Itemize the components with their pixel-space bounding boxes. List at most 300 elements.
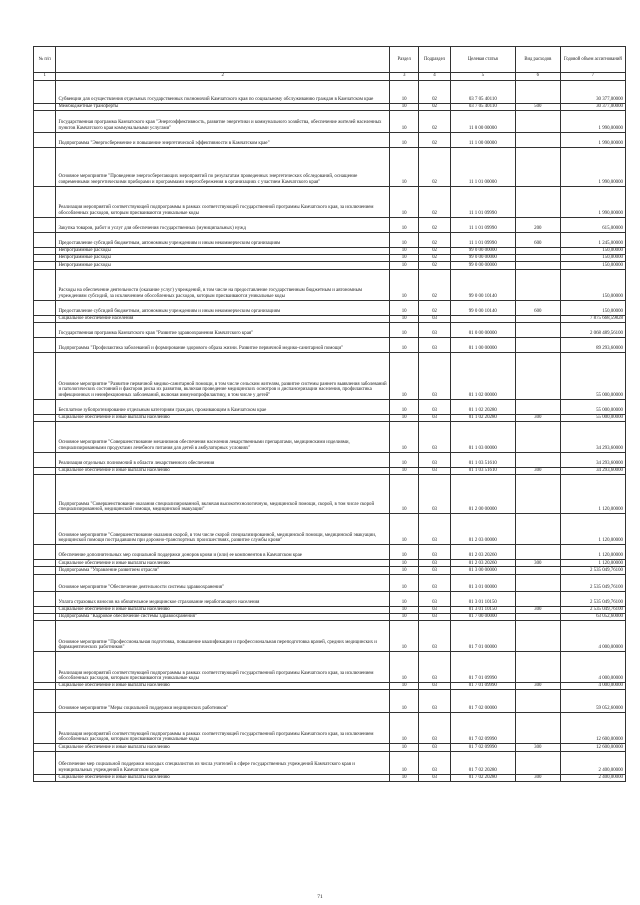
row-name: Обеспечение мер социальной поддержки молодых специалистов из числа учителей в сфере государственных учреждений Камчатского края и муниципальных учреждений в Камчатском крае [56, 751, 390, 774]
table-row [34, 690, 626, 713]
row-number [34, 110, 56, 132]
row-subsection: 03 [419, 315, 450, 322]
row-target-article: 01 1 02 20280 [450, 414, 515, 421]
row-target-article: 01 1 03 00000 [450, 422, 515, 453]
row-subsection: 02 [419, 147, 450, 186]
row-subsection: 03 [419, 606, 450, 613]
row-amount: 2 535 049,76100 [560, 606, 625, 613]
row-expense-type [515, 352, 560, 399]
column-index-row [34, 73, 626, 81]
row-expense-type [515, 255, 560, 262]
row-subsection: 03 [419, 337, 450, 352]
row-number [34, 774, 56, 781]
table-row [34, 774, 626, 781]
row-subsection: 03 [419, 453, 450, 468]
row-target-article: 11 1 01 09990 [450, 186, 515, 217]
row-expense-type [515, 713, 560, 744]
row-subsection: 03 [419, 574, 450, 591]
row-amount: 4 000,00000 [560, 621, 625, 652]
row-target-article: 99 0 00 00000 [450, 262, 515, 269]
row-target-article: 01 1 00 00000 [450, 337, 515, 352]
row-name: Основное мероприятие "Развитие первичной медико-санитарной помощи, в том числе сельским жителям, развитие системы раннего выявления заболеваний и патологических состояний и факторов риска их развития, включая проведение медицинских осмотров и диспансеризации населения, профилактика инфекционных и неинфекционных заболеваний, включая иммунопрофилактику, в том числе у детей" [56, 352, 390, 399]
row-section: 10 [390, 80, 419, 103]
row-name: Непрограммные расходы [56, 247, 390, 254]
header-annual-amount: Годовой объем ассигнований [560, 47, 625, 73]
row-expense-type [515, 545, 560, 560]
row-section: 10 [390, 337, 419, 352]
row-amount: 30 377,00000 [560, 103, 625, 110]
row-target-article: 01 7 02 09990 [450, 713, 515, 744]
row-section: 10 [390, 132, 419, 147]
row-amount: 150,00000 [560, 262, 625, 269]
row-target-article: 01 7 01 00000 [450, 621, 515, 652]
table-row [34, 591, 626, 606]
table-row [34, 613, 626, 620]
row-name: Социальное обеспечение и иные выплаты населению [56, 683, 390, 690]
row-amount: 150,00000 [560, 300, 625, 315]
row-subsection: 02 [419, 232, 450, 247]
row-section: 10 [390, 713, 419, 744]
row-amount: 150,00000 [560, 247, 625, 254]
row-number [34, 186, 56, 217]
row-subsection: 03 [419, 475, 450, 514]
table-row [34, 315, 626, 322]
header-num: № п/п [34, 47, 56, 73]
row-section: 10 [390, 613, 419, 620]
row-target-article: 01 3 01 10150 [450, 606, 515, 613]
row-expense-type [515, 475, 560, 514]
row-subsection: 02 [419, 103, 450, 110]
row-expense-type: 300 [515, 683, 560, 690]
row-expense-type [515, 453, 560, 468]
column-index: 7 [560, 73, 625, 81]
row-section: 10 [390, 186, 419, 217]
table-row [34, 560, 626, 567]
row-name: Основное мероприятие "Проведение энергосберегающих мероприятий по результатам проведенных энергетических обследований, оснащение современными энергетическими приборами и программами энергосбережения в организациях с участием Камчатского края" [56, 147, 390, 186]
row-amount: 12 600,00000 [560, 713, 625, 744]
row-subsection: 03 [419, 399, 450, 414]
row-name: Государственная программа Камчатского края "Развитие здравоохранения Камчатского края" [56, 322, 390, 337]
row-subsection: 03 [419, 713, 450, 744]
row-amount: 1 245,00000 [560, 232, 625, 247]
row-number [34, 399, 56, 414]
row-section: 10 [390, 560, 419, 567]
table-row [34, 322, 626, 337]
row-number [34, 713, 56, 744]
table-row [34, 453, 626, 468]
row-section: 10 [390, 591, 419, 606]
row-section: 10 [390, 262, 419, 269]
row-target-article: 01 7 02 09990 [450, 744, 515, 751]
header-subsection: Подраздел [419, 47, 450, 73]
row-target-article: 03 7 05 40110 [450, 80, 515, 103]
row-amount: 63 052,60000 [560, 613, 625, 620]
row-amount: 1 120,00000 [560, 514, 625, 545]
row-target-article: 11 1 01 09990 [450, 217, 515, 232]
row-subsection: 03 [419, 683, 450, 690]
row-target-article: 01 2 03 20260 [450, 545, 515, 560]
header-expense-type: Вид расходов [515, 47, 560, 73]
row-number [34, 147, 56, 186]
row-number [34, 613, 56, 620]
row-section: 10 [390, 774, 419, 781]
row-number [34, 652, 56, 683]
row-section: 10 [390, 103, 419, 110]
row-subsection: 02 [419, 262, 450, 269]
row-expense-type: 300 [515, 744, 560, 751]
row-amount: 1 990,00000 [560, 110, 625, 132]
row-amount: 55 000,00000 [560, 399, 625, 414]
row-name: Основное мероприятие "Обеспечение деятельности системы здравоохранения" [56, 574, 390, 591]
row-name: Основное мероприятие "Совершенствование оказания скорой, в том числе скорой специализированной, медицинской помощи, медицинской эвакуации, медицинской помощи пострадавшим при дорожно-транспортных происшествиях, развитие службы крови" [56, 514, 390, 545]
row-section: 10 [390, 468, 419, 475]
row-number [34, 315, 56, 322]
table-body [34, 80, 626, 781]
row-expense-type [515, 132, 560, 147]
row-number [34, 683, 56, 690]
row-target-article: 01 1 02 00000 [450, 352, 515, 399]
row-section: 10 [390, 414, 419, 421]
table-row [34, 80, 626, 103]
row-target-article: 01 7 02 20280 [450, 774, 515, 781]
row-amount: 89 293,60000 [560, 337, 625, 352]
row-amount: 2 535 049,76100 [560, 574, 625, 591]
row-amount: 150,00000 [560, 269, 625, 300]
table-row [34, 606, 626, 613]
row-amount: 2 400,00000 [560, 751, 625, 774]
column-index: 6 [515, 73, 560, 81]
row-expense-type [515, 591, 560, 606]
row-amount: 1 120,00000 [560, 545, 625, 560]
row-expense-type [515, 262, 560, 269]
row-amount: 1 990,00000 [560, 132, 625, 147]
column-index: 5 [450, 73, 515, 81]
table-row [34, 269, 626, 300]
table-row [34, 574, 626, 591]
row-name: Подпрограмма "Управление развитием отрасли" [56, 567, 390, 574]
column-index: 3 [390, 73, 419, 81]
row-number [34, 232, 56, 247]
row-number [34, 545, 56, 560]
row-number [34, 751, 56, 774]
row-name: Государственная программа Камчатского края "Энергоэффективность, развитие энергетики и коммунального хозяйства, обеспечение жителей населенных пунктов Камчатского края коммунальными услугами" [56, 110, 390, 132]
row-target-article: 01 7 01 09990 [450, 683, 515, 690]
row-target-article: 01 1 03 51610 [450, 453, 515, 468]
row-expense-type: 300 [515, 468, 560, 475]
row-amount: 1 120,00000 [560, 560, 625, 567]
row-amount: 34 293,60000 [560, 453, 625, 468]
table-row [34, 132, 626, 147]
row-expense-type: 200 [515, 217, 560, 232]
row-expense-type [515, 690, 560, 713]
row-target-article: 01 7 00 00000 [450, 613, 515, 620]
row-expense-type: 600 [515, 232, 560, 247]
row-subsection: 02 [419, 186, 450, 217]
row-section: 10 [390, 399, 419, 414]
header-section: Раздел [390, 47, 419, 73]
row-name: Реализация мероприятий соответствующей подпрограммы в рамках соответствующей государственной программы Камчатского края, за исключением обособленных расходов, которым присваиваются уникальные коды [56, 652, 390, 683]
row-amount: 4 000,00000 [560, 683, 625, 690]
row-name: Закупка товаров, работ и услуг для обеспечения государственных (муниципальных) нужд [56, 217, 390, 232]
row-amount: 59 052,60000 [560, 690, 625, 713]
table-row [34, 300, 626, 315]
row-target-article: 01 2 00 00000 [450, 475, 515, 514]
row-number [34, 262, 56, 269]
row-amount: 12 600,00000 [560, 744, 625, 751]
row-name: Подпрограмма "Профилактика заболеваний и формирование здорового образа жизни. Развитие первичной медико-санитарной помощи" [56, 337, 390, 352]
table-row [34, 683, 626, 690]
row-subsection: 02 [419, 80, 450, 103]
row-name: Социальное обеспечение и иные выплаты населению [56, 606, 390, 613]
row-section: 10 [390, 110, 419, 132]
table-row [34, 713, 626, 744]
row-target-article: 99 0 00 00000 [450, 255, 515, 262]
table-row [34, 475, 626, 514]
row-subsection: 03 [419, 422, 450, 453]
row-subsection: 03 [419, 613, 450, 620]
row-amount: 2 535 049,76100 [560, 567, 625, 574]
row-section: 10 [390, 606, 419, 613]
row-section: 10 [390, 247, 419, 254]
table-row [34, 744, 626, 751]
header-name [56, 47, 390, 73]
row-number [34, 606, 56, 613]
row-name: Непрограммные расходы [56, 262, 390, 269]
row-target-article: 03 7 05 40110 [450, 103, 515, 110]
row-name: Социальное обеспечение и иные выплаты населению [56, 744, 390, 751]
row-amount: 7 875 668,59828 [560, 315, 625, 322]
row-target-article: 01 1 03 51610 [450, 468, 515, 475]
row-number [34, 475, 56, 514]
row-number [34, 247, 56, 254]
row-section: 10 [390, 147, 419, 186]
row-section: 10 [390, 574, 419, 591]
page-number: 71 [317, 894, 323, 900]
row-subsection: 03 [419, 514, 450, 545]
row-number [34, 352, 56, 399]
row-target-article: 01 7 02 20280 [450, 751, 515, 774]
table-row [34, 255, 626, 262]
header-target-article: Целевая статья [450, 47, 515, 73]
row-subsection: 03 [419, 414, 450, 421]
table-row [34, 232, 626, 247]
row-number [34, 422, 56, 453]
row-section: 10 [390, 315, 419, 322]
row-amount: 615,00000 [560, 217, 625, 232]
row-expense-type: 300 [515, 606, 560, 613]
row-name: Межбюджетные трансферты [56, 103, 390, 110]
row-amount: 34 293,60000 [560, 468, 625, 475]
row-subsection: 02 [419, 217, 450, 232]
row-number [34, 744, 56, 751]
row-name: Реализация отдельных полномочий в области лекарственного обеспечения [56, 453, 390, 468]
row-name: Основное мероприятие "Профессиональная подготовка, повышение квалификации и профессиональная переподготовка врачей, средних медицинских и фармацевтических работников" [56, 621, 390, 652]
row-subsection: 02 [419, 269, 450, 300]
row-section: 10 [390, 744, 419, 751]
row-section: 10 [390, 453, 419, 468]
table-row [34, 352, 626, 399]
row-target-article: 99 0 00 10140 [450, 300, 515, 315]
row-expense-type [515, 574, 560, 591]
row-number [34, 300, 56, 315]
row-expense-type [515, 186, 560, 217]
row-section: 10 [390, 232, 419, 247]
row-subsection: 03 [419, 774, 450, 781]
row-target-article: 01 2 03 00000 [450, 514, 515, 545]
row-target-article: 01 3 00 00000 [450, 567, 515, 574]
table-row [34, 217, 626, 232]
column-index: 2 [56, 73, 390, 81]
row-section: 10 [390, 690, 419, 713]
row-amount: 34 293,60000 [560, 422, 625, 453]
row-name: Подпрограмма "Энергосбережение и повышение энергетической эффективности в Камчатском крае" [56, 132, 390, 147]
row-amount: 2 068 489,56100 [560, 322, 625, 337]
row-target-article: 01 0 00 00000 [450, 322, 515, 337]
row-section: 10 [390, 621, 419, 652]
row-number [34, 80, 56, 103]
row-target-article: 11 1 01 00000 [450, 147, 515, 186]
row-number [34, 567, 56, 574]
row-target-article: 01 3 01 10150 [450, 591, 515, 606]
row-number [34, 414, 56, 421]
row-expense-type [515, 399, 560, 414]
row-number [34, 621, 56, 652]
row-number [34, 269, 56, 300]
row-name: Социальное обеспечение и иные выплаты населению [56, 468, 390, 475]
row-target-article: 01 7 01 09990 [450, 652, 515, 683]
row-expense-type [515, 422, 560, 453]
table-row [34, 468, 626, 475]
row-section: 10 [390, 269, 419, 300]
row-name: Основное мероприятие "Совершенствование механизмов обеспечения населения лекарственными препаратами, медицинскими изделиями, специализированными продуктами лечебного питания для детей в амбулаторных условиях" [56, 422, 390, 453]
row-subsection: 03 [419, 744, 450, 751]
row-subsection: 02 [419, 110, 450, 132]
table-row [34, 247, 626, 254]
row-subsection: 03 [419, 545, 450, 560]
row-section: 10 [390, 652, 419, 683]
table-row [34, 262, 626, 269]
table-row [34, 751, 626, 774]
row-section: 10 [390, 514, 419, 545]
row-section: 10 [390, 352, 419, 399]
row-target-article: 11 1 01 09990 [450, 232, 515, 247]
row-subsection: 03 [419, 751, 450, 774]
row-number [34, 560, 56, 567]
row-subsection: 03 [419, 690, 450, 713]
row-name: Социальное обеспечение населения [56, 315, 390, 322]
row-subsection: 02 [419, 300, 450, 315]
column-index: 4 [419, 73, 450, 81]
row-name: Реализация мероприятий соответствующей подпрограммы в рамках соответствующей государственной программы Камчатского края, за исключением обособленных расходов, которым присваиваются уникальные коды [56, 713, 390, 744]
row-expense-type [515, 315, 560, 322]
row-number [34, 574, 56, 591]
row-name: Предоставление субсидий бюджетным, автономным учреждениям и иным некоммерческим организациям [56, 300, 390, 315]
table-row [34, 621, 626, 652]
budget-table [33, 46, 626, 782]
row-target-article: 99 0 00 00000 [450, 247, 515, 254]
table-row [34, 186, 626, 217]
row-name: Социальное обеспечение и иные выплаты населению [56, 560, 390, 567]
row-number [34, 322, 56, 337]
row-expense-type [515, 337, 560, 352]
row-section: 10 [390, 683, 419, 690]
row-subsection: 02 [419, 247, 450, 254]
row-section: 10 [390, 422, 419, 453]
row-name: Обеспечение дополнительных мер социальной поддержки доноров крови и (или) ее компонентов в Камчатском крае [56, 545, 390, 560]
row-expense-type [515, 322, 560, 337]
table-row [34, 652, 626, 683]
row-subsection: 03 [419, 591, 450, 606]
row-number [34, 453, 56, 468]
row-number [34, 255, 56, 262]
budget-page [33, 46, 626, 782]
row-target-article: 01 3 01 00000 [450, 574, 515, 591]
row-expense-type: 300 [515, 774, 560, 781]
table-row [34, 147, 626, 186]
row-expense-type: 500 [515, 103, 560, 110]
row-name: Расходы на обеспечение деятельности (оказание услуг) учреждений, в том числе на предоставление государственным бюджетным и автономным учреждениям субсидий, за исключением обособленных расходов, которым присваиваются уникальные коды [56, 269, 390, 300]
row-name: Подпрограмма "Совершенствование оказания специализированной, включая высокотехнологичную, медицинской помощи, скорой, в том числе скорой специализированной, медицинской помощи, медицинской эвакуации" [56, 475, 390, 514]
row-name: Бесплатное зубопротезирование отдельным категориям граждан, проживающим в Камчатском крае [56, 399, 390, 414]
row-expense-type [515, 613, 560, 620]
row-amount: 55 000,00000 [560, 352, 625, 399]
row-expense-type [515, 269, 560, 300]
table-row [34, 422, 626, 453]
row-number [34, 337, 56, 352]
row-section: 10 [390, 322, 419, 337]
row-subsection: 03 [419, 352, 450, 399]
row-expense-type [515, 652, 560, 683]
row-amount: 150,00000 [560, 255, 625, 262]
row-name: Социальное обеспечение и иные выплаты населению [56, 414, 390, 421]
row-target-article [450, 315, 515, 322]
row-expense-type [515, 147, 560, 186]
table-row [34, 337, 626, 352]
row-expense-type [515, 247, 560, 254]
row-number [34, 132, 56, 147]
row-expense-type [515, 514, 560, 545]
table-row [34, 110, 626, 132]
row-number [34, 468, 56, 475]
row-expense-type [515, 110, 560, 132]
row-target-article: 11 0 00 00000 [450, 110, 515, 132]
row-subsection: 03 [419, 468, 450, 475]
row-name: Социальное обеспечение и иные выплаты населению [56, 774, 390, 781]
row-section: 10 [390, 567, 419, 574]
table-row [34, 414, 626, 421]
row-target-article: 01 7 02 00000 [450, 690, 515, 713]
row-amount: 30 377,00000 [560, 80, 625, 103]
row-section: 10 [390, 751, 419, 774]
row-section: 10 [390, 475, 419, 514]
row-number [34, 514, 56, 545]
table-row [34, 545, 626, 560]
row-expense-type [515, 567, 560, 574]
table-row [34, 514, 626, 545]
row-section: 10 [390, 217, 419, 232]
row-subsection: 03 [419, 621, 450, 652]
row-amount: 4 000,00000 [560, 652, 625, 683]
row-subsection: 03 [419, 560, 450, 567]
row-subsection: 03 [419, 567, 450, 574]
row-amount: 2 535 049,76100 [560, 591, 625, 606]
row-amount: 2 400,00000 [560, 774, 625, 781]
table-row [34, 567, 626, 574]
row-expense-type: 300 [515, 414, 560, 421]
row-expense-type [515, 80, 560, 103]
row-amount: 1 120,00000 [560, 475, 625, 514]
row-target-article: 11 1 00 00000 [450, 132, 515, 147]
